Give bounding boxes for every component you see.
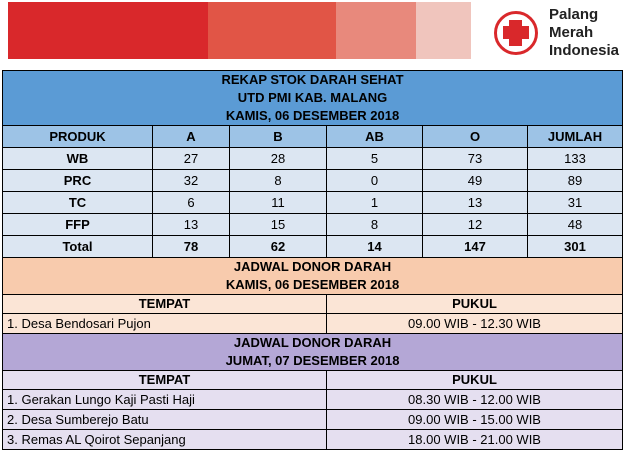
table-row: [3, 430, 623, 450]
time-cell: 18.00 WIB - 21.00 WIB: [327, 430, 623, 450]
col-header-tempat: TEMPAT: [3, 295, 327, 314]
row-label: WB: [3, 148, 153, 170]
col-header-o: O: [423, 126, 528, 148]
col-header-produk: PRODUK: [3, 126, 153, 148]
cell: 5: [327, 148, 423, 170]
schedule1-header-row: [3, 295, 623, 314]
col-header-pukul: PUKUL: [327, 371, 623, 390]
blood-stock-table: [2, 70, 623, 450]
cell: 11: [230, 192, 327, 214]
cell: 15: [230, 214, 327, 236]
color-segment-4: [416, 2, 471, 59]
cell: 28: [230, 148, 327, 170]
place-cell: 1. Gerakan Lungo Kaji Pasti Haji: [3, 390, 327, 410]
stock-title-1: REKAP STOK DARAH SEHAT: [3, 71, 623, 90]
table-row: [3, 170, 623, 192]
logo-text: [549, 6, 619, 60]
header-color-bar: [8, 2, 471, 59]
cell: 48: [528, 214, 623, 236]
cell: 147: [423, 236, 528, 258]
col-header-b: B: [230, 126, 327, 148]
schedule1-title-1: JADWAL DONOR DARAH: [3, 258, 623, 277]
col-header-jumlah: JUMLAH: [528, 126, 623, 148]
col-header-pukul: PUKUL: [327, 295, 623, 314]
cell: 78: [153, 236, 230, 258]
stock-title-2: UTD PMI KAB. MALANG: [3, 89, 623, 107]
cell: 62: [230, 236, 327, 258]
schedule2-title-1: JADWAL DONOR DARAH: [3, 334, 623, 353]
cell: 8: [327, 214, 423, 236]
place-cell: 2. Desa Sumberejo Batu: [3, 410, 327, 430]
logo-line-1: Palang: [549, 6, 599, 23]
logo-line-3: Indonesia: [549, 42, 620, 59]
stock-header-row: [3, 126, 623, 148]
cell: 89: [528, 170, 623, 192]
place-cell: 1. Desa Bendosari Pujon: [3, 314, 327, 334]
color-segment-2: [208, 2, 336, 59]
table-row: [3, 148, 623, 170]
time-cell: 08.30 WIB - 12.00 WIB: [327, 390, 623, 410]
pmi-logo: [494, 6, 624, 62]
cell: 32: [153, 170, 230, 192]
schedule2-title-2: JUMAT, 07 DESEMBER 2018: [3, 352, 623, 371]
cell: 12: [423, 214, 528, 236]
cell: 27: [153, 148, 230, 170]
color-segment-3: [336, 2, 416, 59]
stock-title-3: KAMIS, 06 DESEMBER 2018: [3, 107, 623, 126]
table-row: [3, 214, 623, 236]
row-label: TC: [3, 192, 153, 214]
red-cross-icon: [494, 11, 538, 55]
row-label: FFP: [3, 214, 153, 236]
logo-line-2: Merah: [549, 24, 594, 41]
total-row: [3, 236, 623, 258]
place-cell: 3. Remas AL Qoirot Sepanjang: [3, 430, 327, 450]
cell: 14: [327, 236, 423, 258]
col-header-tempat: TEMPAT: [3, 371, 327, 390]
cell: 301: [528, 236, 623, 258]
cell: 8: [230, 170, 327, 192]
row-label: PRC: [3, 170, 153, 192]
col-header-ab: AB: [327, 126, 423, 148]
col-header-a: A: [153, 126, 230, 148]
cell: 31: [528, 192, 623, 214]
table-row: [3, 192, 623, 214]
cell: 49: [423, 170, 528, 192]
schedule2-header-row: [3, 371, 623, 390]
cell: 6: [153, 192, 230, 214]
color-segment-1: [8, 2, 208, 59]
cell: 1: [327, 192, 423, 214]
cell: 133: [528, 148, 623, 170]
time-cell: 09.00 WIB - 12.30 WIB: [327, 314, 623, 334]
time-cell: 09.00 WIB - 15.00 WIB: [327, 410, 623, 430]
table-row: [3, 390, 623, 410]
table-row: [3, 410, 623, 430]
row-label: Total: [3, 236, 153, 258]
cell: 73: [423, 148, 528, 170]
cell: 13: [153, 214, 230, 236]
schedule1-title-2: KAMIS, 06 DESEMBER 2018: [3, 276, 623, 295]
table-row: [3, 314, 623, 334]
cell: 0: [327, 170, 423, 192]
cell: 13: [423, 192, 528, 214]
